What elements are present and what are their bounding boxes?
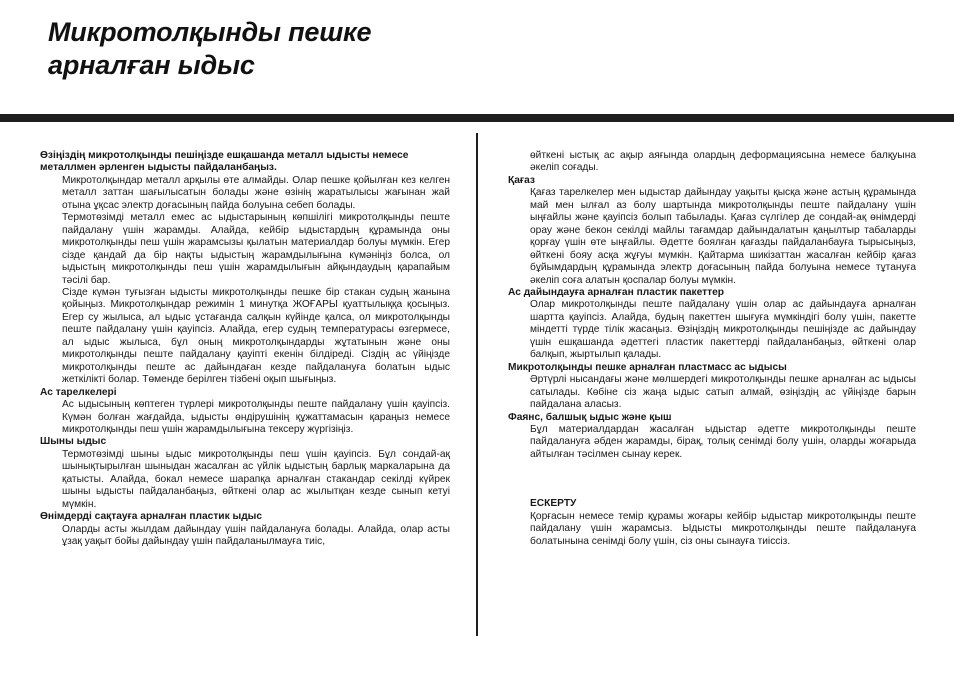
header-rule bbox=[0, 114, 954, 122]
plates-heading: Ас тарелкелері bbox=[40, 386, 117, 398]
column-divider bbox=[476, 133, 478, 636]
storage-heading: Өнімдерді сақтауға арналған пластик ыдыс bbox=[40, 511, 263, 523]
note-paragraph: Қорғасын немесе темір құрамы жоғары кейбір ыдыстар микротолқынды пеште пайдалану үшін жарамсыз. Ыдысты микротолқынды пеште пайдалануға болатынына сенімді болу үшін, сіз оны сынауға тиіссіз. bbox=[530, 510, 916, 547]
ceramic-paragraph: Бұл материалдардан жасалған ыдыстар әдетте микротолқынды пеште пайдалануға әбден жарамды, бірақ, толық сенімді болу үшін, оларды жоғарыда айтылған тәсілмен сынау керек. bbox=[530, 423, 916, 460]
intro-heading: Өзіңіздің микротолқынды пешіңізде ешқашанда металл ыдысты немесе металлмен әрленген ыдысты пайдаланбаңыз. bbox=[40, 150, 409, 174]
intro-paragraph-1: Микротолқындар металл арқылы өте алмайды. Олар пешке қойылған кез келген металл заттан шағылысатын болады және өзінің жаратылысы жағынан жай отына ұқсас электр доғасының пайда болуына себеп болады. bbox=[62, 174, 450, 211]
left-column bbox=[40, 150, 450, 549]
glass-paragraph: Термотөзімді шыны ыдыс микротолқынды пеш үшін қауіпсіз. Бұл сондай-ақ шынықтырылған шыныдан жасалған ас үйлік ыдыстың барлық маркаларына да қатысты. Алайда, бокал немесе шарапқа арналған стакандар секілді күйрек шыны ыдысты пайдаланбаңыз, өйткені олар ас жылытқан кезде сынып кетуі мүмкін. bbox=[62, 448, 450, 510]
page-title-line-2: арналған ыдыс bbox=[48, 50, 255, 80]
note-heading: ЕСКЕРТУ bbox=[530, 498, 577, 510]
ceramic-heading: Фаянс, балшық ыдыс және қыш bbox=[508, 411, 672, 423]
plates-paragraph: Ас ыдысының көптеген түрлері микротолқынды пеште пайдалану үшін қауіпсіз. Күмән болған жағдайда, ыдысты өндірушінің құжаттамасын қараңыз немесе микротолқынды пеш үшін жарамдылығына тексеру жүргізіңіз. bbox=[62, 399, 450, 435]
paper-heading: Қағаз bbox=[508, 174, 535, 186]
page-title bbox=[48, 16, 371, 82]
page-title-line-1: Микротолқынды пешке bbox=[48, 17, 372, 47]
glass-heading: Шыны ыдыс bbox=[40, 436, 107, 448]
paper-paragraph: Қағаз тарелкелер мен ыдыстар дайындау уақыты қысқа және астың құрамында май мен ылғал аз болу шартында микротолқынды пеште пайдалану үшін ыңғайлы және қауіпсіз болып табылады. Қағаз сүлгілер де сондай-ақ өнімдерді орау және бекон секілді майлы тағамдар дайындалатын қаңылтыр табаларды қорғау үшін өте ыңғайлы. Әдетте боялған қағазды пайдаланбауға тырысыңыз, өйткені бояу асқа жұғуы мүмкін. Қайтарма шикізаттан жасалған кейбір қағаз бұйымдардың құрамында электр доғасының пайда болуына немесе тұтануға әкеліп соға алатын қоспалар болуы мүмкін. bbox=[530, 187, 916, 286]
plastic-paragraph: Әртүрлі нысандағы және мөлшердегі микротолқынды пешке арналған ас ыдысы сатылады. Көбіне сіз жаңа ыдыс сатып алмай, өзіңіздің ас үйіңізде барын пайдалана аласыз. bbox=[530, 374, 916, 411]
spacer bbox=[508, 461, 916, 498]
intro-paragraph-2: Термотөзімді металл емес ас ыдыстарының көпшілігі микротолқынды пеште пайдалану үшін жарамды. Алайда, кейбір ыдыстардың құрамында оны микротолқынды пеш үшін жарамсызы қылатын материалдар болуы мүмкін. Егер сізде қандай да бір нақты ыдыстың жарамдылығына күмәніңіз болса, ол ыдыстың микротолқынды пеш үшін жарамдылығын айқындаудың қарапайым тәсілі бар. bbox=[62, 212, 450, 286]
right-column bbox=[508, 150, 916, 548]
storage-paragraph-start: Оларды асты жылдам дайындау үшін пайдалануға болады. Алайда, олар асты ұзақ уақыт бойы дайындау үшін пайдаланылмауға тиіс, bbox=[62, 523, 450, 548]
plastic-heading: Микротолқынды пешке арналған пластмасс ас ыдысы bbox=[508, 361, 787, 373]
bags-heading: Ас дайындауға арналған пластик пакеттер bbox=[508, 286, 725, 298]
bags-paragraph: Олар микротолқынды пеште пайдалану үшін олар ас дайындауға арналған шартта қауіпсіз. Алайда, будың пакеттен шығуға мүмкіндігі болу үшін, пакетте міндетті түрде тілік жасаңыз. Өзіңіздің микротолқынды пешіңізде ас дайындау үшін ешқашанда әдеттегі пластик пакеттерді пайдаланбаңыз, өйткені олар балқып, жыртылып қалады. bbox=[530, 299, 916, 361]
intro-paragraph-3: Сізде күмән туғызған ыдысты микротолқынды пешке бір стакан судың жанына қойыңыз. Микротолқындар режимін 1 минутқа ЖОҒАРЫ қуаттылыққа қосыңыз. Егер су жылыса, ал ыдыс ұстағанда салқын күйінде қалса, ол микротолқынды пеште пайдалану үшін қауіпсіз. Алайда, егер судың температурасы өзгермесе, ал ыдыс жылыса, бұл оның микротолқындарды жұтатынын және оны микротолқынды пеште пайдалану қауіпті екенін білдіреді. Сіздің ас үйіңізде микротолқынды пеште ас дайындаған кезде пайдалануға болатын ыдыс жеткілікті болар. Төменде берілген тізбені оқып шығыңыз. bbox=[62, 286, 450, 386]
storage-paragraph-end: өйткені ыстық ас ақыр аяғында олардың деформациясына немесе балқуына әкеліп соғады. bbox=[530, 150, 916, 174]
